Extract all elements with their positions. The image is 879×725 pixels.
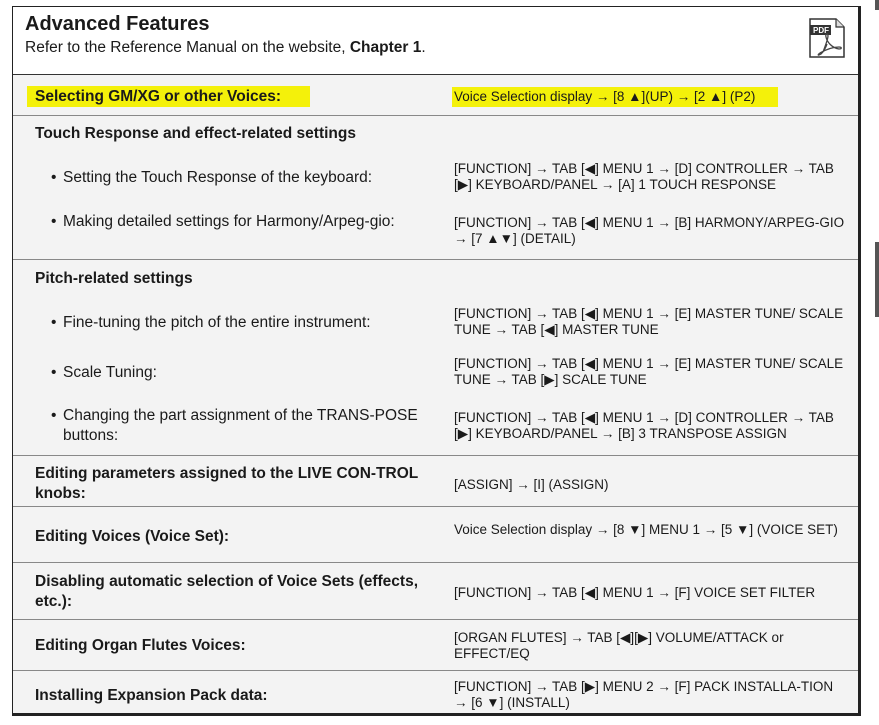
item-label: Scale Tuning: (63, 364, 157, 381)
subtitle (25, 39, 426, 57)
feature-label: Disabling automatic selection of Voice Sets (effects, etc.): (35, 573, 419, 610)
pdf-icon[interactable] (808, 18, 846, 58)
feature-label: Editing Voices (Voice Set): (35, 528, 230, 545)
page-edge-mark (875, 0, 879, 10)
advanced-features-box (12, 6, 861, 716)
group-heading: Touch Response and effect-related settings (35, 125, 356, 142)
list-item: • Making detailed settings for Harmony/Arpeg-gio: (51, 212, 426, 232)
row-separator (13, 115, 858, 116)
instruction-text: [FUNCTION] → TAB [◀] MENU 1 → [F] VOICE SET FILTER (454, 585, 816, 600)
row-separator (13, 670, 858, 671)
instruction-text: Voice Selection display → [8 ▲](UP) → [2 ▲] (P2) (454, 89, 756, 104)
group-heading: Pitch-related settings (35, 270, 193, 287)
page-edge-mark (875, 242, 879, 317)
item-label: Changing the part assignment of the TRANS-POSE buttons: (63, 407, 418, 444)
row-separator (13, 619, 858, 620)
row-separator (13, 562, 858, 563)
pdf-icon-label: PDF (813, 26, 829, 35)
instruction-text: [ASSIGN] → [I] (ASSIGN) (454, 477, 609, 492)
page-title: Advanced Features (25, 13, 210, 35)
list-item: • Changing the part assignment of the TRANS-POSE buttons: (51, 407, 418, 444)
row-separator (13, 259, 858, 260)
instruction-text: [FUNCTION] → TAB [◀] MENU 1 → [D] CONTROLLER → TAB [▶] KEYBOARD/PANEL → [B] 3 TRANSPOSE ASSIGN (454, 410, 834, 441)
feature-label: Selecting GM/XG or other Voices: (35, 88, 282, 105)
row-separator (13, 455, 858, 456)
instruction-text: [FUNCTION] → TAB [▶] MENU 2 → [F] PACK INSTALLA-TION → [6 ▼] (INSTALL) (454, 679, 834, 710)
feature-label: Editing parameters assigned to the LIVE CON-TROL knobs: (35, 465, 418, 502)
instruction-text: [ORGAN FLUTES] → TAB [◀][▶] VOLUME/ATTACK or EFFECT/EQ (454, 630, 784, 661)
instruction-text: [FUNCTION] → TAB [◀] MENU 1 → [E] MASTER TUNE/ SCALE TUNE → TAB [▶] SCALE TUNE (454, 356, 844, 387)
subtitle-chapter: Chapter 1 (349, 39, 422, 56)
subtitle-suffix: . (421, 39, 426, 56)
item-label: Fine-tuning the pitch of the entire instrument: (63, 314, 371, 331)
instruction-text: Voice Selection display → [8 ▼] MENU 1 → [5 ▼] (VOICE SET) (454, 522, 838, 537)
header (13, 7, 858, 74)
item-label: Setting the Touch Response of the keyboard: (63, 169, 373, 186)
subtitle-prefix: Refer to the Reference Manual on the website, (25, 39, 350, 56)
list-item: • Setting the Touch Response of the keyboard: (51, 168, 426, 188)
item-label: Making detailed settings for Harmony/Arpeg-gio: (63, 213, 395, 230)
list-item: • Fine-tuning the pitch of the entire instrument: (51, 313, 426, 333)
feature-label: Editing Organ Flutes Voices: (35, 637, 246, 654)
instruction-text: [FUNCTION] → TAB [◀] MENU 1 → [D] CONTROLLER → TAB [▶] KEYBOARD/PANEL → [A] 1 TOUCH RESPONSE (454, 161, 834, 192)
instruction-text: [FUNCTION] → TAB [◀] MENU 1 → [E] MASTER TUNE/ SCALE TUNE → TAB [◀] MASTER TUNE (454, 306, 844, 337)
list-item: • Scale Tuning: (51, 363, 426, 383)
row-separator (13, 506, 858, 507)
instruction-text: [FUNCTION] → TAB [◀] MENU 1 → [B] HARMONY/ARPEG-GIO → [7 ▲▼] (DETAIL) (454, 215, 845, 246)
feature-label: Installing Expansion Pack data: (35, 687, 268, 704)
feature-table (13, 74, 858, 713)
